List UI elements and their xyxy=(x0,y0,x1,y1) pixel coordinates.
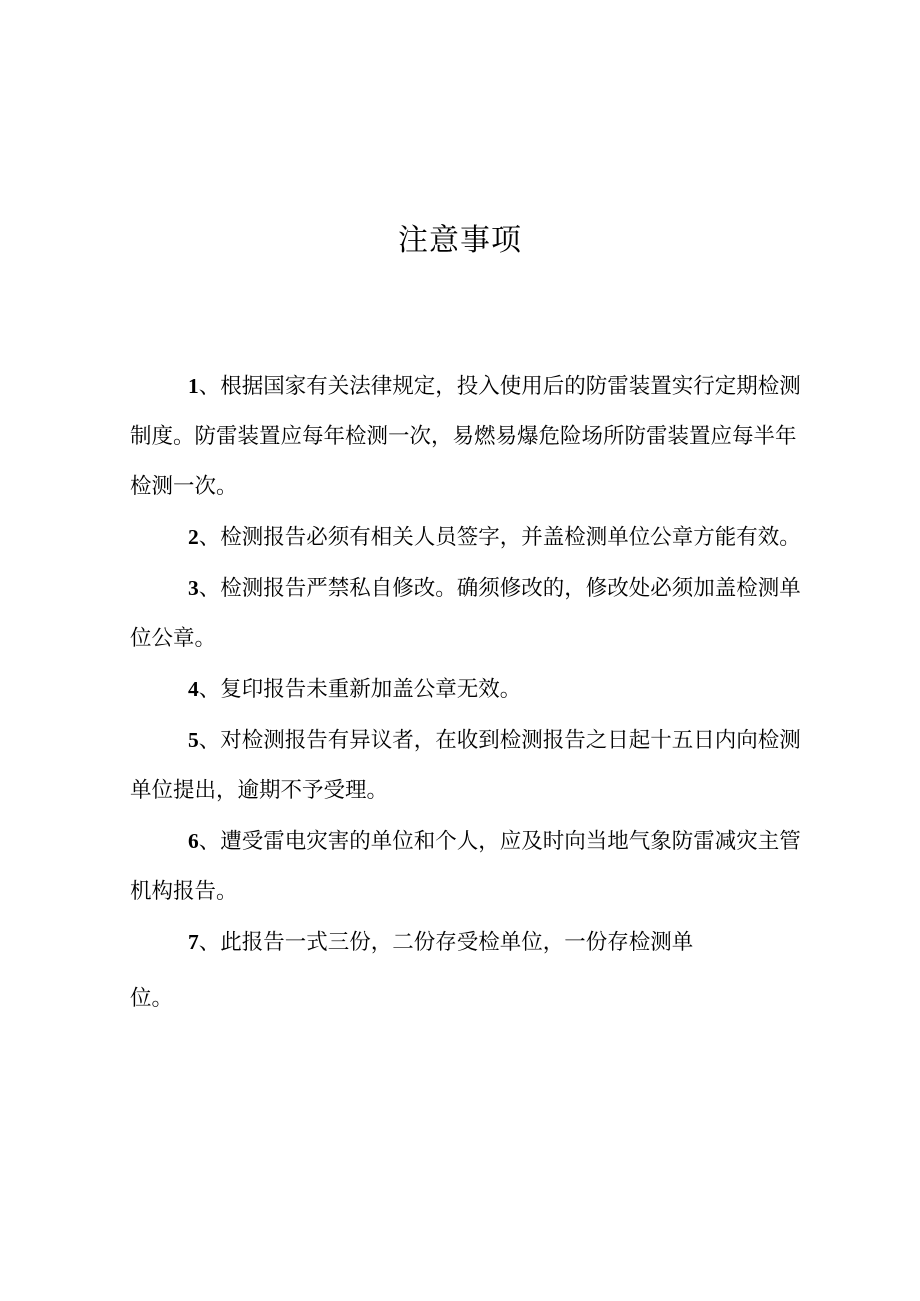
note-text: 检测报告必须有相关人员签字，并盖检测单位公章方能有效。 xyxy=(220,525,801,550)
note-item-6 xyxy=(130,816,802,917)
note-item-2 xyxy=(130,512,802,563)
note-number: 1 xyxy=(188,374,199,398)
note-text: 遭受雷电灾害的单位和个人，应及时向当地气象防雷减灾主管机构报告。 xyxy=(130,829,801,904)
notes-list xyxy=(130,361,802,1024)
note-item-4 xyxy=(130,664,802,715)
note-text: 对检测报告有异议者，在收到检测报告之日起十五日内向检测单位提出，逾期不予受理。 xyxy=(130,728,801,803)
note-number: 6 xyxy=(188,829,199,853)
note-text: 根据国家有关法律规定，投入使用后的防雷装置实行定期检测制度。防雷装置应每年检测一次，易燃易爆危险场所防雷装置应每半年检测一次。 xyxy=(130,374,801,499)
note-item-5 xyxy=(130,715,802,816)
note-separator: 、 xyxy=(198,576,221,601)
note-separator: 、 xyxy=(198,374,221,399)
note-separator: 、 xyxy=(198,525,221,550)
note-number: 3 xyxy=(188,576,199,600)
note-text: 检测报告严禁私自修改。确须修改的，修改处必须加盖检测单位公章。 xyxy=(130,576,801,651)
note-item-7 xyxy=(130,917,802,1024)
note-number: 7 xyxy=(188,930,199,954)
note-text-tail: 位。 xyxy=(130,986,174,1011)
note-separator: 、 xyxy=(198,930,221,955)
note-number: 4 xyxy=(188,677,199,701)
note-text: 复印报告未重新加盖公章无效。 xyxy=(220,677,522,702)
note-number: 2 xyxy=(188,525,199,549)
note-number: 5 xyxy=(188,728,199,752)
note-item-3 xyxy=(130,563,802,664)
page-title: 注意事项 xyxy=(398,223,522,258)
note-separator: 、 xyxy=(198,728,221,753)
note-separator: 、 xyxy=(198,677,221,702)
note-item-1 xyxy=(130,361,802,512)
note-text: 此报告一式三份，二份存受检单位，一份存检测单 xyxy=(220,930,694,955)
note-separator: 、 xyxy=(198,829,221,854)
